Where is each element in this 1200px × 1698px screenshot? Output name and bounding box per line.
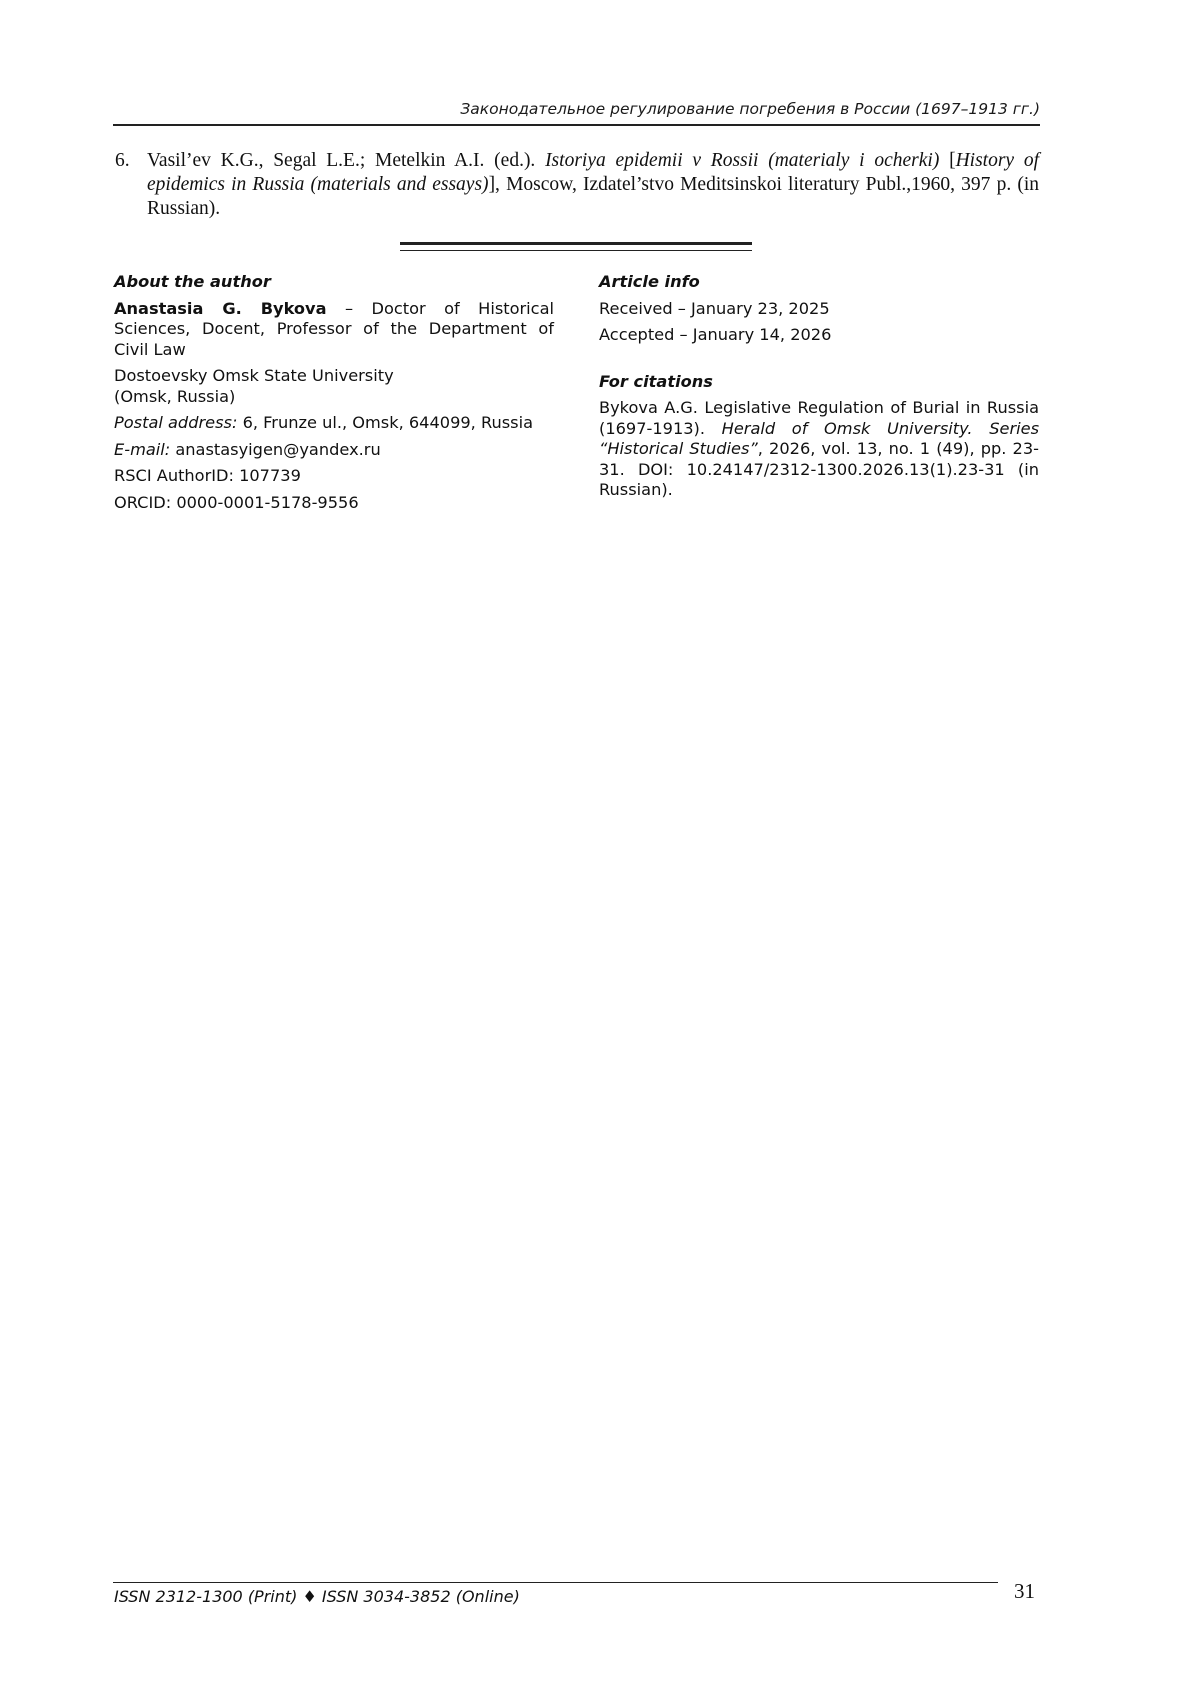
email-label: E-mail: [114,439,171,459]
orcid-id: ORCID: 0000-0001-5178-9556 [114,492,359,512]
citation-start: Bykova A.G. Legislative Regulation of Burial in Russia (1697-1913). [599,398,1039,438]
page-number: 31 [1014,1579,1035,1603]
accepted-date: Accepted – January 14, 2026 [599,325,832,344]
footer-rule [113,1582,998,1583]
reference-publisher: ], Moscow, Izdatel’stvo Meditsinskoi literatury Publ.,1960, 397 p. (in Russian). [147,174,1039,219]
header-rule [113,124,1040,126]
reference-title-translit: Istoriya epidemii v Rossii (materialy i ocherki) [545,150,940,171]
postal-label: Postal address: [114,413,238,432]
section-divider [400,242,752,251]
citation-end: , 2026, vol. 13, no. 1 (49), pp. 23-31. DOI: 10.24147/2312-1300.2026.13(1).23-31 (in Russian). [599,439,1039,499]
received-date: Received – January 23, 2025 [599,298,830,318]
reference-authors: Vasil’ev K.G., Segal L.E.; Metelkin A.I. (ed.). [147,150,546,171]
citation-text [599,398,1039,501]
postal-value: 6, Frunze ul., Omsk, 644099, Russia [237,413,534,432]
university-name: Dostoevsky Omsk State University [114,366,394,385]
reference-title-en: History of epidemics in Russia (materials and essays) [147,150,1039,195]
section-gap [599,352,1039,372]
university-location: (Omsk, Russia) [114,386,236,406]
running-header: Законодательное регулирование погребения в России (1697–1913 гг.) [460,100,1040,118]
email-line [114,440,554,461]
article-info-heading: Article info [599,272,700,291]
reference-item [115,149,1039,221]
reference-text [147,149,1039,221]
citations-heading: For citations [599,371,713,391]
citation-journal: Herald of Omsk University. Series “Historical Studies” [599,418,1040,458]
author-position: – Doctor of Historical Sciences, Docent, Professor of the Department of Civil Law [114,298,555,359]
issn-line: ISSN 2312-1300 (Print) ♦ ISSN 3034-3852 (Online) [114,1587,520,1606]
author-bio [114,299,554,361]
email-value: anastasyigen@yandex.ru [170,439,381,459]
reference-bracket-open: [ [939,150,956,171]
article-info-column [599,272,1039,507]
about-author-column [114,272,554,519]
rsci-author-id: RSCI AuthorID: 107739 [114,466,301,485]
reference-number: 6. [115,150,130,171]
author-affiliation [114,366,554,407]
postal-address [114,413,554,434]
about-author-heading: About the author [114,272,271,291]
author-name: Anastasia G. Bykova [114,298,327,318]
